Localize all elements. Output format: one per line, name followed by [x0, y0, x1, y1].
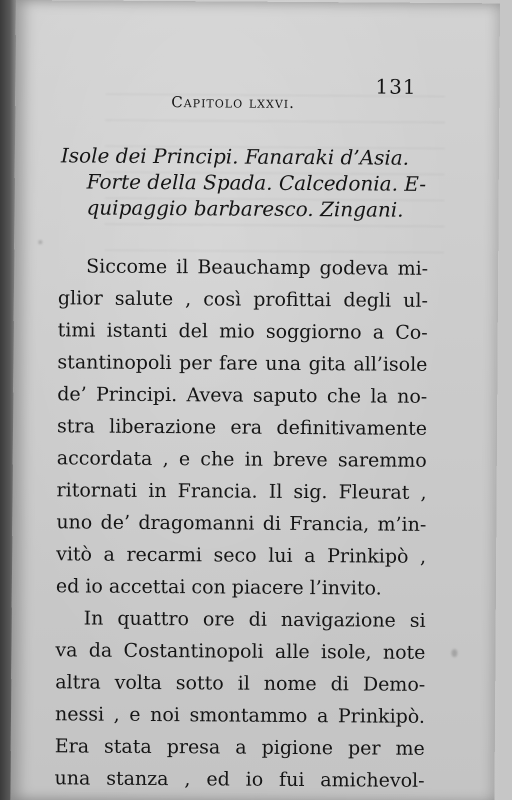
- summary-line: quipaggio barbaresco. Zingani.: [86, 195, 404, 222]
- body-line: de’ Principi. Aveva saputo che la no-: [57, 383, 428, 408]
- chapter-summary: [60, 142, 433, 223]
- body-line: uno de’ dragomanni di Francia, m’in-: [56, 511, 427, 536]
- body-text: [54, 250, 428, 797]
- body-line: glior salute , così profittai degli ul-: [57, 287, 428, 312]
- body-line: stantinopoli per fare una gita all’isole: [57, 351, 428, 376]
- body-line: stra liberazione era definitivamente: [56, 415, 428, 440]
- body-line: altra volta sotto il nome di Demo-: [55, 671, 426, 696]
- body-line: una stanza , ed io fui amichevol-: [54, 767, 425, 792]
- page-number: 131: [375, 74, 417, 99]
- body-line: Siccome il Beauchamp godeva mi-: [86, 255, 429, 280]
- paper-speck: [451, 649, 457, 657]
- body-line: ritornati in Francia. Il sig. Fleurat ,: [56, 479, 427, 504]
- body-line: va da Costantinopoli alle isole, note: [55, 639, 426, 664]
- paper-speck: [38, 240, 42, 244]
- body-line: timi istanti del mio soggiorno a Co-: [57, 319, 428, 344]
- body-line: In quattro ore di navigazione si: [83, 607, 426, 632]
- body-line: accordata , e che in breve saremmo: [56, 447, 427, 472]
- body-line: vitò a recarmi seco lui a Prinkipò ,: [56, 543, 427, 568]
- body-line: Era stata presa a pigione per me: [54, 735, 425, 760]
- book-page: [10, 0, 500, 800]
- body-line: ed io accettai con piacere l’invito.: [55, 575, 382, 600]
- body-line: nessi , e noi smontammo a Prinkipò.: [54, 703, 426, 728]
- summary-line: Isole dei Principi. Fanaraki d’Asia.: [60, 143, 410, 170]
- chapter-title: Capitolo lxxvi.: [171, 93, 295, 112]
- summary-line: Forte della Spada. Calcedonia. E-: [86, 169, 427, 196]
